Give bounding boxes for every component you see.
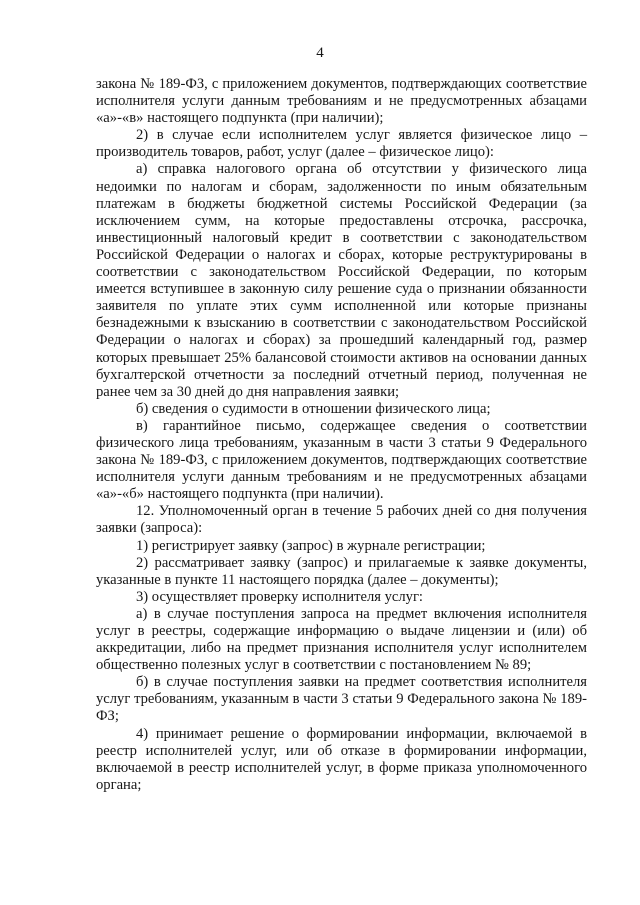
page-number: 4 [316,45,324,61]
paragraph-item-12-4: 4) принимает решение о формировании информации, включаемой в реестр исполнителей услуг, или об отказе в формировании информации, включаемой в реестр исполнителей услуг, в форме приказа уполномоченного органа; [96,725,587,793]
paragraph-subitem-2a: а) справка налогового органа об отсутствии у физического лица недоимки по налогам и сборам, задолженности по иным обязательным платежам в бюджеты бюджетной системы Российской Федерации (за исключением сумм, на которые предоставлены отсрочка, рассрочка, инвестиционный налоговый кредит в соответствии с законодательством Российской Федерации о налогах и сборах, которые реструктурированы в соответствии с законодательством Российской Федерации, по которым имеется вступившее в законную силу решение суда о признании обязанности заявителя по уплате этих сумм исполненной или которые признаны безнадежными к взысканию в соответствии с законодательством Российской Федерации о налогах и сборах) за прошедший календарный год, размер которых превышает 25% балансовой стоимости активов на основании данных бухгалтерской отчетности за последний отчетный период, полученная не ранее чем за 30 дней до дня направления заявки; [96,161,587,400]
paragraph-subitem-2b: б) сведения о судимости в отношении физического лица; [136,400,491,417]
paragraph-item-12-2: 2) рассматривает заявку (запрос) и прилагаемые к заявке документы, указанные в пункте 11 настоящего порядка (далее – документы); [96,554,587,588]
paragraph-continuation: закона № 189-ФЗ, с приложением документов, подтверждающих соответствие исполнителя услуги данным требованиям и не предусмотренных абзацами «а»-«в» настоящего подпункта (при наличии); [96,76,587,127]
paragraph-item-12-3: 3) осуществляет проверку исполнителя услуг: [136,588,423,605]
paragraph-subitem-2: 2) в случае если исполнителем услуг является физическое лицо – производитель товаров, работ, услуг (далее – физическое лицо): [96,127,587,161]
paragraph-item-12-3a: а) в случае поступления запроса на предмет включения исполнителя услуг в реестры, содержащие информацию о выдаче лицензии и (или) об аккредитации, либо на предмет признания исполнителя услуг исполнителем общественно полезных услуг в соответствии с постановлением № 89; [96,605,587,674]
document-body [96,76,587,794]
paragraph-item-12-3b: б) в случае поступления заявки на предмет соответствия исполнителя услуг требованиям, указанным в части 3 статьи 9 Федерального закона № 189-ФЗ; [96,674,587,725]
paragraph-item-12-1: 1) регистрирует заявку (запрос) в журнале регистрации; [136,537,486,554]
paragraph-subitem-2v: в) гарантийное письмо, содержащее сведения о соответствии физического лица требованиям, указанным в части 3 статьи 9 Федерального закона № 189-ФЗ, с приложением документов, подтверждающих соответствие исполнителя услуги данным требованиям и не предусмотренных абзацами «а»-«б» настоящего подпункта (при наличии). [96,417,587,503]
paragraph-item-12: 12. Уполномоченный орган в течение 5 рабочих дней со дня получения заявки (запроса): [96,503,587,537]
